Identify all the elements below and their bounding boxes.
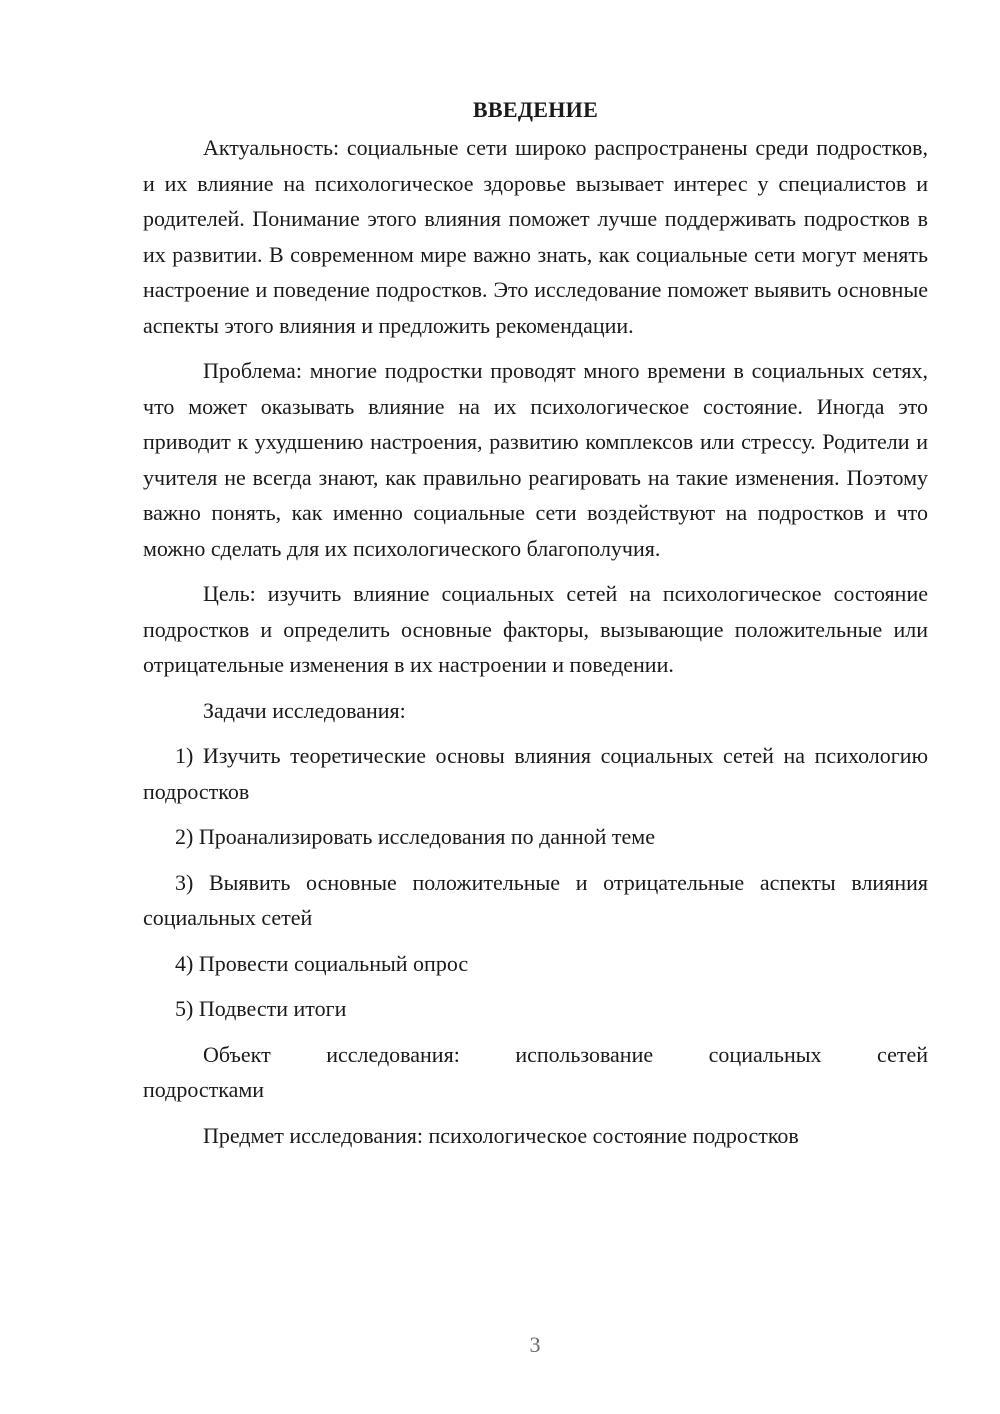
- page-number: 3: [529, 1332, 541, 1357]
- goal-paragraph: Цель: изучить влияние социальных сетей на психологическое состояние подростков и определить основные факторы, вызывающие положительные или отрицательные изменения в их настроении и поведении.: [143, 581, 928, 677]
- problem-paragraph: Проблема: многие подростки проводят много времени в социальных сетях, что может оказывать влияние на их психологическое состояние. Иногда это приводит к ухудшению настроения, развитию комплексов или стрессу. Родители и учителя не всегда знают, как правильно реагировать на такие изменения. Поэтому важно понять, как именно социальные сети воздействуют на подростков и что можно сделать для их психологического благополучия.: [143, 358, 928, 561]
- object-paragraph: Объект исследования: использование социальных сетей подростками: [143, 1041, 928, 1102]
- section-heading: ВВЕДЕНИЕ: [472, 97, 599, 122]
- subject-paragraph: Предмет исследования: психологическое состояние подростков: [203, 1122, 799, 1148]
- task-item-4: 4) Провести социальный опрос: [175, 950, 469, 976]
- tasks-heading: Задачи исследования:: [203, 697, 406, 723]
- document-page: [143, 90, 928, 1163]
- task-item-5: 5) Подвести итоги: [175, 996, 347, 1021]
- relevance-paragraph: Актуальность: социальные сети широко распространены среди подростков, и их влияние на психологическое здоровье вызывает интерес у специалистов и родителей. Понимание этого влияния поможет лучше поддерживать подростков в их развитии. В современном мире важно знать, как социальные сети могут менять настроение и поведение подростков. Это исследование поможет выявить основные аспекты этого влияния и предложить рекомендации.: [143, 135, 928, 338]
- task-item-3: 3) Выявить основные положительные и отрицательные аспекты влияния социальных сетей: [143, 869, 928, 930]
- task-item-1: 1) Изучить теоретические основы влияния социальных сетей на психологию подростков: [143, 743, 928, 804]
- task-item-2: 2) Проанализировать исследования по данной теме: [175, 824, 655, 849]
